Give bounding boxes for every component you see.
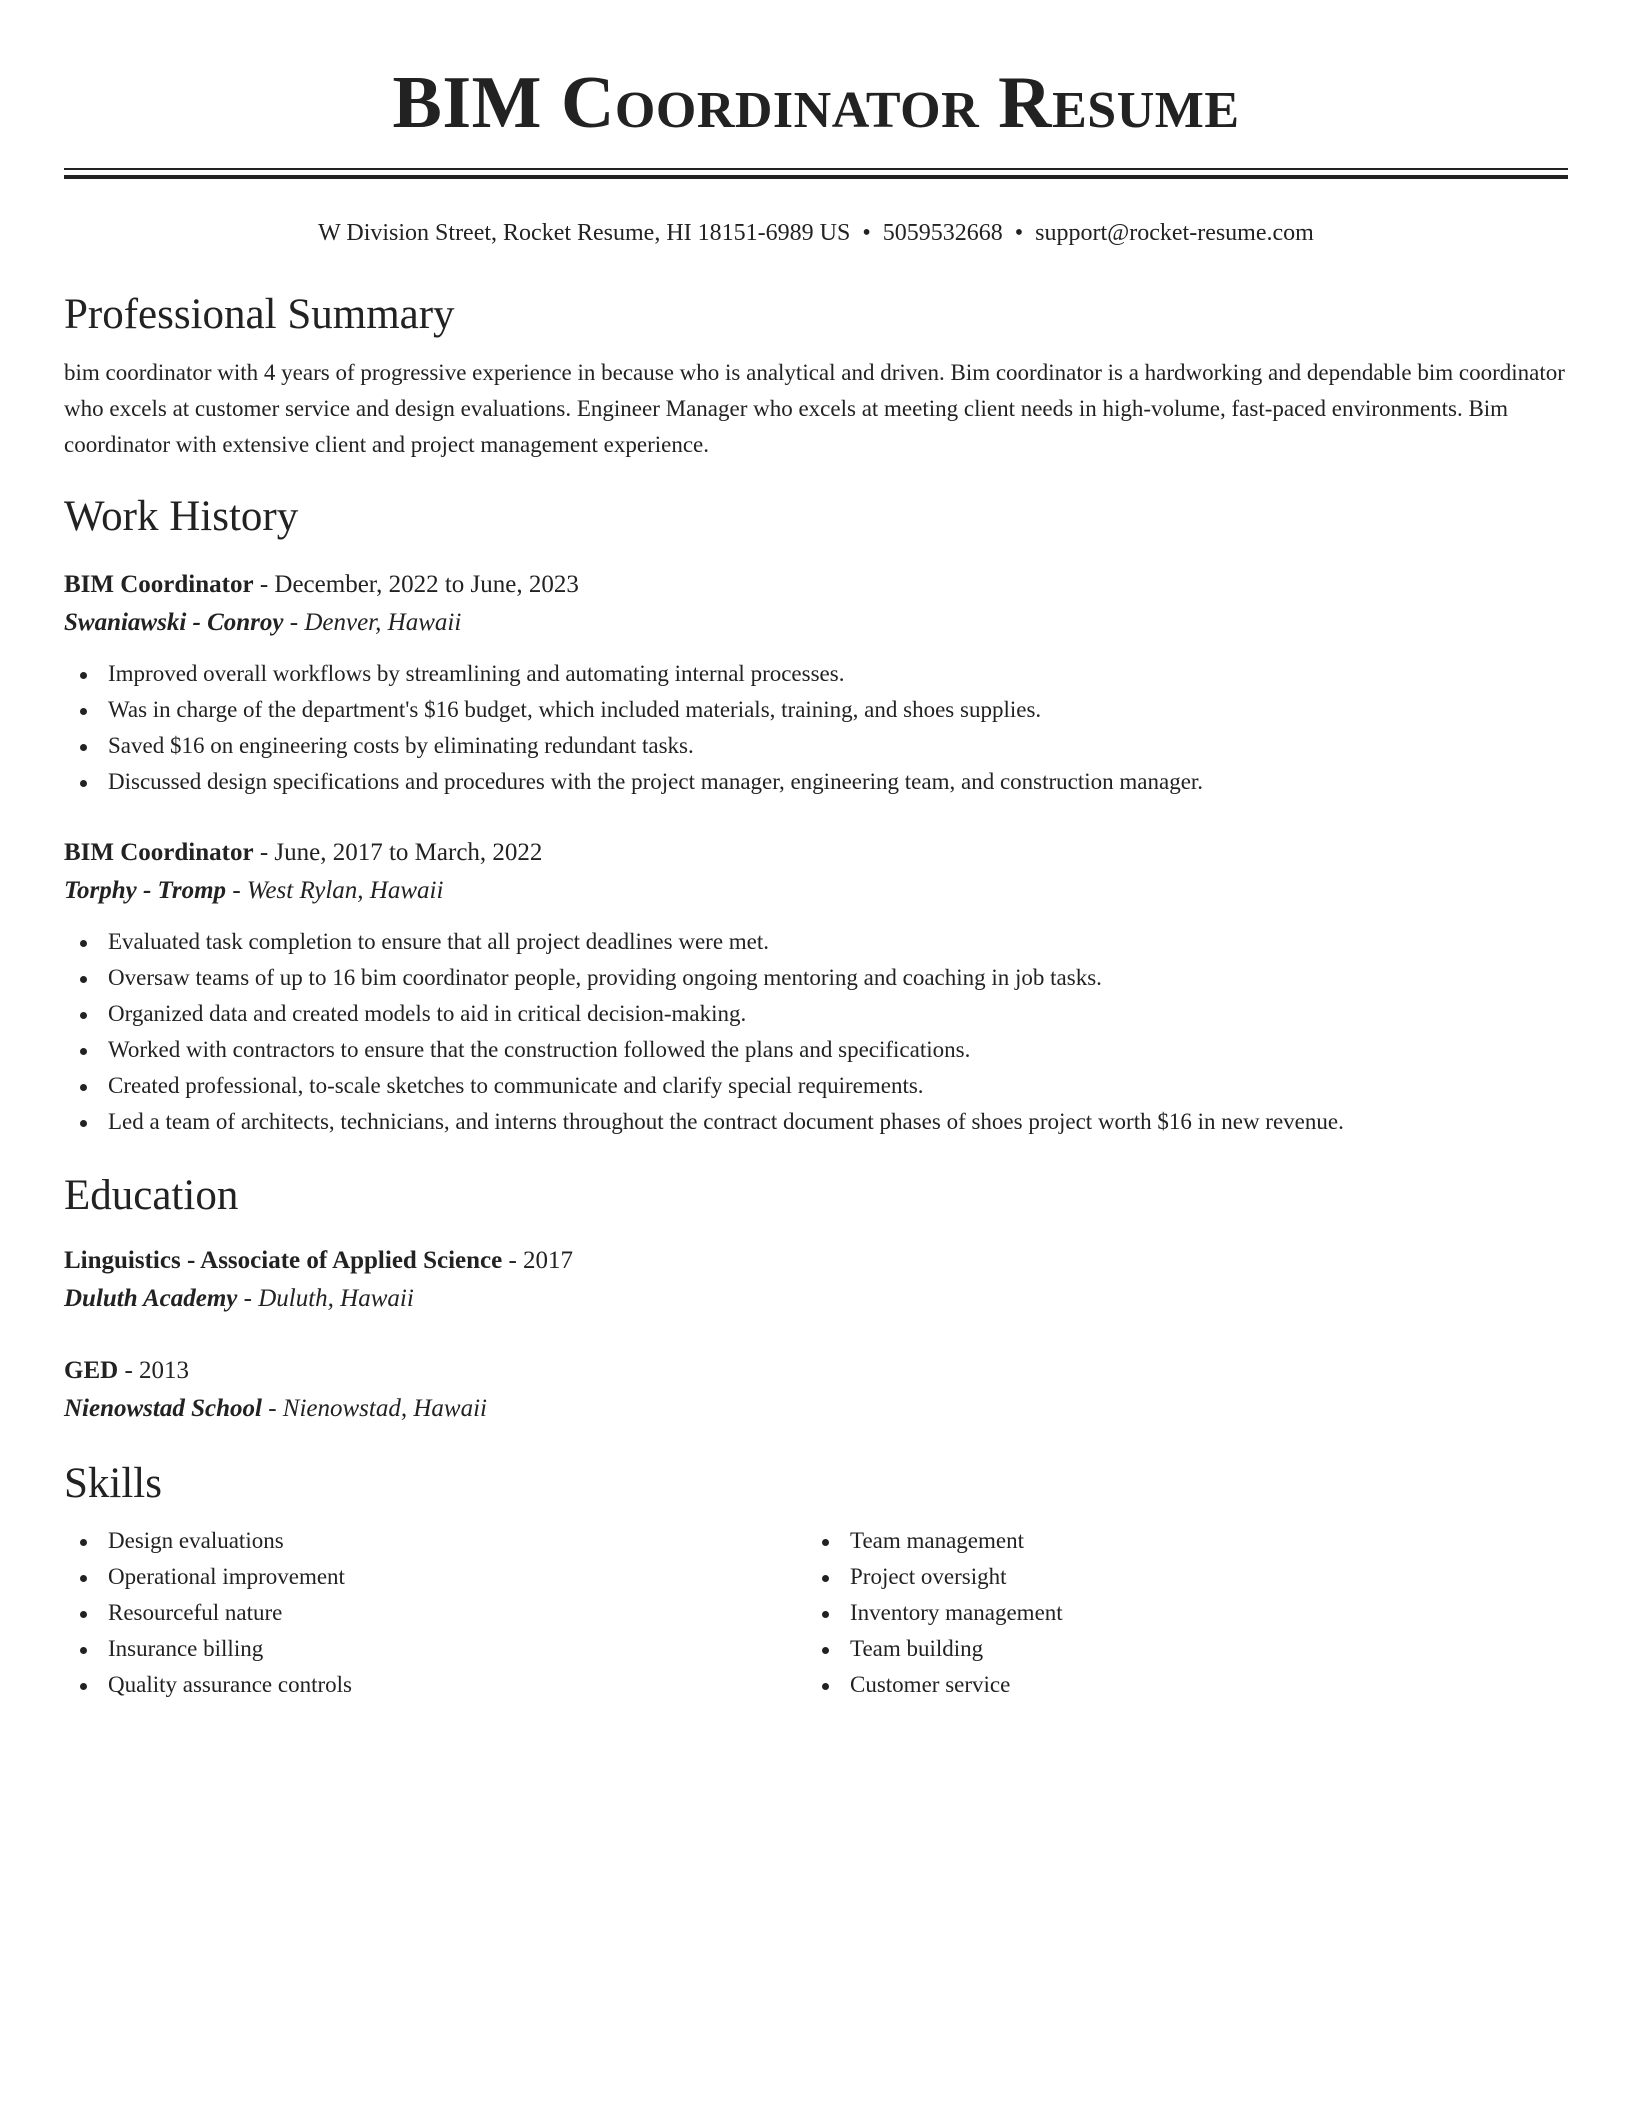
education-entry [64,1242,1568,1318]
skill-item: Team management [806,1523,1548,1559]
education-header [64,1242,1568,1280]
job-bullet: Was in charge of the department's $16 budget, which included materials, training, and shoes supplies. [64,692,1568,728]
skills-list [806,1523,1548,1703]
job-company: Swaniawski - Conroy [64,609,284,637]
education-entry [64,1352,1568,1428]
education-year: - 2013 [118,1356,190,1384]
resume-page [64,0,1568,1703]
job-title: BIM Coordinator [64,571,254,599]
skill-item: Operational improvement [64,1559,806,1595]
job-dates: - December, 2022 to June, 2023 [253,571,579,599]
education-institution [64,1390,1568,1428]
skill-item: Resourceful nature [64,1595,806,1631]
contact-email: support@rocket-resume.com [1035,220,1314,246]
contact-separator: • [1014,220,1024,246]
skill-item: Quality assurance controls [64,1667,806,1703]
job-location: - Denver, Hawaii [283,609,462,637]
job-location: - West Rylan, Hawaii [226,877,444,905]
job-dates: - June, 2017 to March, 2022 [253,839,543,867]
job-header [64,566,1568,604]
resume-title: BIM Coordinator Resume [392,62,1240,144]
skills-columns [64,1523,1568,1703]
summary-text: bim coordinator with 4 years of progressive experience in because who is analytical and driven. Bim coordinator is a hardworking and dependable bim coordinator who excels at customer service and design evaluations. Engineer Manager who excels at meeting client needs in high-volume, fast-paced environments. Bim coordinator with extensive client and project management experience. [64,359,1565,457]
job-entry [64,566,1568,800]
skill-item: Team building [806,1631,1548,1667]
skills-list [64,1523,806,1703]
job-header [64,834,1568,872]
job-employer [64,872,1568,910]
job-employer [64,604,1568,642]
education-school: Duluth Academy [64,1284,238,1312]
education-location: - Nienowstad, Hawaii [261,1394,487,1422]
skills-column-right [806,1523,1548,1703]
job-bullet: Organized data and created models to aid in critical decision-making. [64,996,1568,1032]
job-bullet: Worked with contractors to ensure that the construction followed the plans and specifications. [64,1032,1568,1068]
job-bullet: Oversaw teams of up to 16 bim coordinator people, providing ongoing mentoring and coaching in job tasks. [64,960,1568,996]
education-heading: Education [64,1172,239,1220]
job-bullet: Improved overall workflows by streamlining and automating internal processes. [64,656,1568,692]
skill-item: Inventory management [806,1595,1548,1631]
education-degree: GED [64,1356,119,1384]
education-header [64,1352,1568,1390]
job-bullet: Created professional, to-scale sketches to communicate and clarify special requirements. [64,1068,1568,1104]
education-school: Nienowstad School [64,1394,262,1422]
work-history-heading: Work History [64,492,299,540]
skill-item: Customer service [806,1667,1548,1703]
job-title: BIM Coordinator [64,839,254,867]
title-divider [64,168,1568,179]
education-location: - Duluth, Hawaii [237,1284,414,1312]
education-degree: Linguistics - Associate of Applied Science [64,1246,503,1274]
job-bullets [64,924,1568,1140]
job-company: Torphy - Tromp [64,877,227,905]
job-entry [64,834,1568,1140]
job-bullet: Saved $16 on engineering costs by eliminating redundant tasks. [64,728,1568,764]
job-bullet: Evaluated task completion to ensure that all project deadlines were met. [64,924,1568,960]
job-bullet: Discussed design specifications and procedures with the project manager, engineering team, and construction manager. [64,764,1568,800]
skills-heading: Skills [64,1459,162,1507]
job-bullets [64,656,1568,800]
skills-column-left [64,1523,806,1703]
contact-phone: 5059532668 [882,220,1003,246]
education-institution [64,1280,1568,1318]
skill-item: Insurance billing [64,1631,806,1667]
contact-line [64,217,1568,249]
contact-separator: • [862,220,871,246]
skill-item: Project oversight [806,1559,1548,1595]
summary-heading: Professional Summary [64,291,455,338]
education-year: - 2017 [502,1246,574,1274]
contact-address: W Division Street, Rocket Resume, HI 18151-6989 US [318,220,851,246]
job-bullet: Led a team of architects, technicians, and interns throughout the contract document phases of shoes project worth $16 in new revenue. [64,1104,1568,1140]
skill-item: Design evaluations [64,1523,806,1559]
